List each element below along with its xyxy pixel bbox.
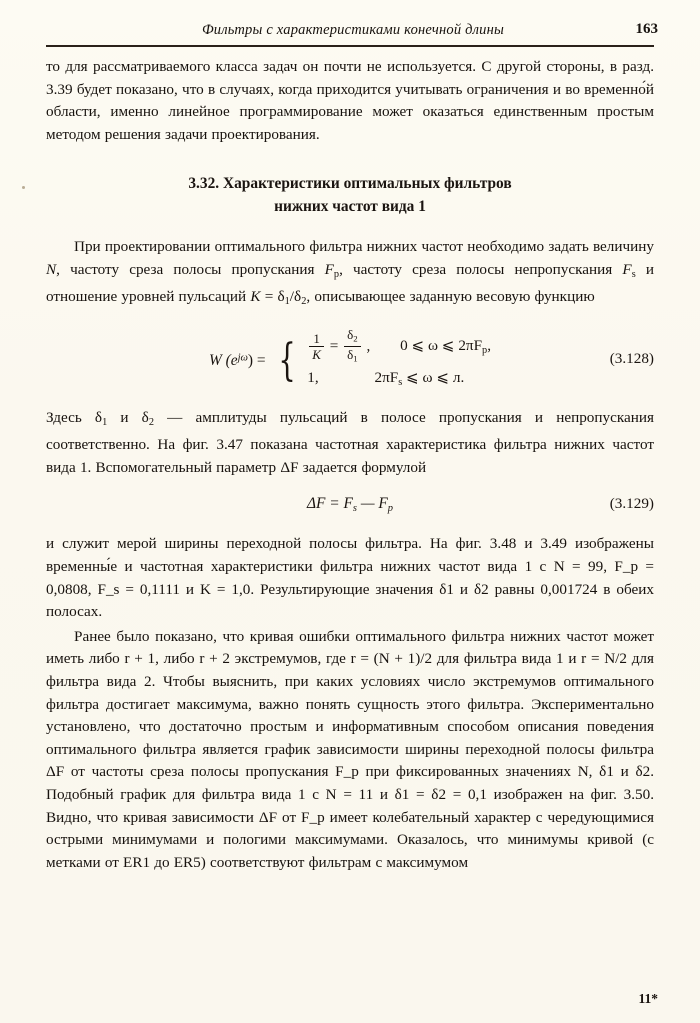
- condition-subscript: p: [482, 345, 488, 357]
- text-fragment: При проектировании оптимального фильтра нижних частот необходимо задать величину: [74, 238, 654, 256]
- condition-end: ,: [487, 337, 491, 355]
- paragraph-text: и служит мерой ширины переходной полосы фильтра. На фиг. 3.48 и 3.49 изображены временны́е и частотная характеристики фильтра нижних частот вида 1 с N = 99, F_p = 0,0808, F_s = 0,1111 и K = 1,0. Результирующие значения δ1 и δ2 равны 0,001724 в обеих полосах.: [46, 535, 654, 621]
- header-rule: [46, 45, 654, 47]
- equation-case-2: [307, 366, 491, 395]
- expression-subscript-p: p: [387, 503, 394, 515]
- delta-symbol: δ: [347, 326, 354, 342]
- equation-expression: ΔF = F: [306, 495, 353, 513]
- paragraph-delta-definition: [46, 407, 654, 480]
- text-fragment: — амплитуды пульсаций в полосе пропускания и непропускания соответственно. На фиг. 3.47 показана частотная характеристика фильтра нижних частот вида 1. Вспомогательный параметр ΔF задается формулой: [46, 408, 654, 476]
- fraction-denominator: [344, 346, 361, 365]
- fraction-one-over-K: [309, 332, 324, 361]
- equation-lhs: W (e: [208, 351, 238, 369]
- section-title-line1: Характеристики оптимальных фильтров: [223, 175, 512, 193]
- symbol-delta1: δ: [277, 288, 285, 306]
- paragraph-text: Ранее было показано, что кривая ошибки оптимального фильтра нижних частот может иметь либо r + 1, либо r + 2 экстремумов, где r = (N + 1)/2 для фильтра вида 1 и r = N/2 для фильтра вида 2. Чтобы выяснить, при каких условиях число экстремумов оптимального фильтра достигает максимума, важно понять сущность этого фильтра. Экспериментально установлено, что достаточно простым и информативным способом описания поведения оптимального фильтра является график зависимости ширины переходной полосы фильтра ΔF от частоты среза полосы пропускания F_p при фиксированных значениях N, δ1 и δ2. Подобный график для фильтра вида 1 с N = 11 и δ1 = δ2 = 0,1 изображен на фиг. 3.50. Видно, что кривая зависимости ΔF от F_p имеет колебательный характер с чередующимися острыми минимумами и пологими максимумами. Оказалось, что минимумы кривой (с метками от ER1 до ER5) соответствуют фильтрам с максимумом: [46, 627, 654, 871]
- condition-text: 0 ⩽ ω ⩽ 2πF: [400, 337, 483, 355]
- equation-3-129: [46, 495, 654, 521]
- running-header: [46, 22, 660, 44]
- text-fragment: Здесь δ: [46, 408, 103, 426]
- equation-number-3-129: (3.129): [609, 495, 654, 513]
- symbol-K: K: [250, 288, 261, 306]
- case-2-condition: [374, 366, 464, 395]
- page-content: [46, 56, 654, 876]
- delta-symbol: δ: [347, 347, 354, 363]
- page-number: 163: [635, 21, 658, 37]
- text-fragment: , описывающее заданную весовую функцию: [306, 288, 595, 306]
- brace-glyph: {: [278, 335, 297, 387]
- equation-lhs-exponent: jω: [237, 352, 248, 364]
- expression-subscript-s: s: [352, 503, 357, 515]
- condition-end: ⩽ ω ⩽ л.: [402, 368, 465, 386]
- equation-lhs-close: ) =: [247, 351, 266, 369]
- delta1-subscript: 1: [102, 416, 108, 428]
- symbol-delta2-sub: 2: [301, 296, 307, 308]
- equation-cases: [307, 328, 491, 395]
- text-fragment: , частоту среза полосы непропускания: [339, 260, 623, 278]
- page-edge-speck: [22, 186, 25, 189]
- fraction-denominator: K: [309, 346, 324, 361]
- symbol-Fs-sub: s: [631, 268, 636, 280]
- section-title-line2: нижних частот вида 1: [274, 198, 426, 216]
- condition-text: 2πF: [374, 368, 399, 386]
- symbol-equals: =: [264, 288, 274, 306]
- equation-3-128: [46, 328, 654, 395]
- paragraph-error-curve: [46, 626, 654, 875]
- text-fragment: и δ: [107, 408, 149, 426]
- symbol-Fp-sub: p: [333, 268, 340, 280]
- signature-mark: 11*: [638, 991, 658, 1006]
- fraction-numerator: 1: [313, 331, 320, 347]
- paragraph-text: [46, 236, 654, 314]
- fraction-numerator: [344, 328, 361, 346]
- fraction-delta2-over-delta1: [344, 328, 361, 366]
- case-2-value: 1,: [307, 368, 319, 386]
- text-fragment: и отношение уровней пульсаций: [46, 260, 654, 306]
- text-fragment: , частоту среза полосы пропускания: [56, 260, 325, 278]
- section-heading: [46, 172, 654, 218]
- equation-body: [46, 495, 654, 514]
- equation-case-1: [307, 328, 491, 366]
- paragraph-design-params: [46, 236, 654, 314]
- symbol-Fp: F: [324, 260, 334, 278]
- symbol-delta2: δ: [294, 288, 302, 306]
- symbol-delta1-sub: 1: [284, 296, 290, 308]
- symbol-N: N: [46, 260, 57, 278]
- delta-subscript: 1: [353, 353, 358, 364]
- paragraph-text: то для рассматриваемого класса задач он почти не используется. С другой стороны, в разд. 3.39 будет показано, что в случаях, когда приходится учитывать ограничения и во временно́й области, именно линейное программирование может оказаться единственным простым методом решения задачи проектирования.: [46, 58, 654, 143]
- delta2-subscript: 2: [148, 416, 155, 428]
- condition-subscript: s: [398, 376, 403, 388]
- case-1-condition: [400, 334, 491, 363]
- paragraph-text: [46, 407, 654, 480]
- symbol-Fs: F: [622, 260, 632, 278]
- equation-body: [46, 328, 654, 395]
- paragraph-intro: [46, 56, 654, 146]
- delta-subscript: 2: [353, 333, 358, 344]
- symbol-slash: /: [289, 288, 295, 306]
- equals-sign: =: [329, 337, 339, 355]
- section-number: 3.32.: [188, 175, 220, 193]
- equation-number-3-128: (3.128): [609, 349, 654, 367]
- running-header-title: Фильтры с характеристиками конечной длины: [201, 22, 505, 38]
- paragraph-transition-band: [46, 533, 654, 623]
- case-comma: ,: [366, 337, 371, 355]
- expression-middle: — F: [356, 495, 388, 513]
